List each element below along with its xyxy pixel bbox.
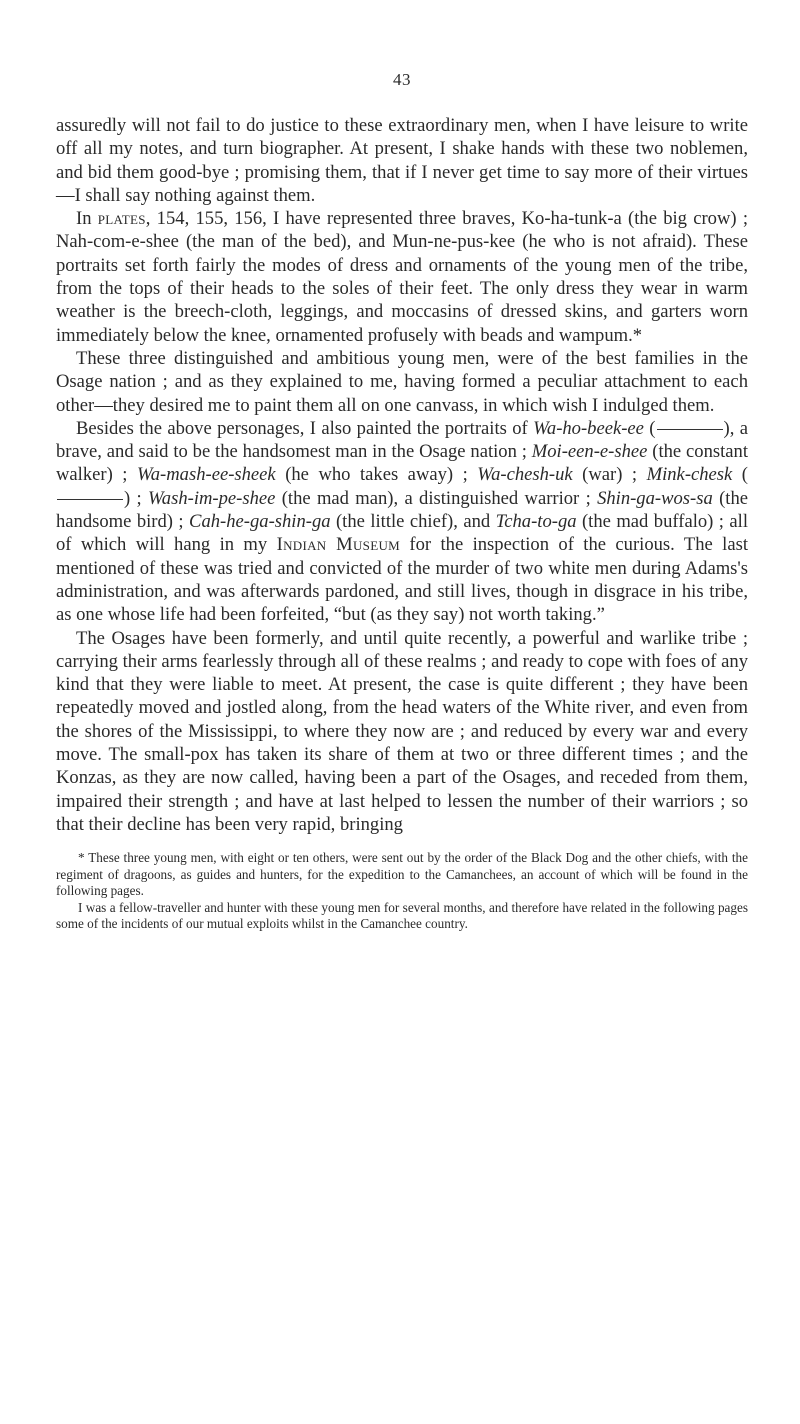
text-run: (the little chief), and xyxy=(330,511,496,533)
text-run: (the mad buffalo) ; all of which will hang in my xyxy=(56,511,748,556)
footnote: * These three young men, with eight or ten others, were sent out by the order of the Black Dog and the other chiefs, with the regiment of dragoons, as guides and hunters, for the expedition to the Camanchees, an account of which will be found in the following pages. xyxy=(56,850,748,899)
text-run: These three distinguished and ambitious young men, were of the best families in the Osage nation ; and as they explained to me, having formed a peculiar attachment to each other—they desired me to paint them all on one canvass, in which wish I indulged them. xyxy=(56,347,748,416)
small-caps-text: plates xyxy=(97,208,146,230)
italic-name: Wa-ho-beek-ee xyxy=(533,417,644,439)
text-run: for the inspection of the curious. The last mentioned of these was tried and convicted of the murder of two white men during Adams's administration, and was afterwards pardoned, and still lives, though in disgrace in his tribe, as one whose life had been forfeited, “but (as they say) not worth taking.” xyxy=(56,534,748,626)
blank-dash xyxy=(657,429,723,430)
blank-dash xyxy=(57,499,123,500)
italic-name: Mink-chesk xyxy=(646,464,733,486)
footnote: I was a fellow-traveller and hunter with these young men for several months, and therefore have related in the following pages some of the incidents of our mutual exploits whilst in the Camanchee country. xyxy=(56,899,748,932)
paragraph xyxy=(56,417,748,627)
italic-name: Moi-een-e-shee xyxy=(531,441,648,463)
paragraph xyxy=(56,207,748,347)
text-run: assuredly will not fail to do justice to these extraordinary men, when I have leisure to write off all my notes, and turn biographer. At present, I shake hands with these two noblemen, and bid them good-bye ; promising them, that if I never get time to say more of their virtues—I shall say nothing against them. xyxy=(56,115,748,206)
text-run: In xyxy=(76,208,98,230)
text-run: ( xyxy=(732,464,748,486)
paragraph xyxy=(56,114,748,207)
body-text xyxy=(56,114,748,836)
small-caps-text: Indian Museum xyxy=(276,534,401,556)
page-number: 43 xyxy=(393,70,411,89)
paragraph xyxy=(56,347,748,417)
italic-name: Wash-im-pe-shee xyxy=(148,487,276,509)
italic-name: Cah-he-ga-shin-ga xyxy=(189,511,331,533)
italic-name: Tcha-to-ga xyxy=(495,511,577,533)
text-run: , 154, 155, 156, I have represented three braves, Ko-ha-tunk-a (the big crow) ; Nah-com-e-shee (the man of the bed), and Mun-ne-pus-kee (he who is not afraid). These portraits set forth fairly the modes of dress and ornaments of the young men of the tribe, from the tops of their heads to the soles of their feet. The only dress they wear in warm weather is the breech-cloth, leggings, and moccasins of dressed skins, and garters worn immediately below the knee, ornamented profusely with beads and wampum.* xyxy=(56,208,748,346)
italic-name: Wa-chesh-uk xyxy=(477,464,573,486)
text-run: ), a brave, and said to be the handsomest man in the Osage nation ; xyxy=(56,417,748,463)
text-run: (the mad man), a distinguished warrior ; xyxy=(275,487,598,509)
text-run: (war) ; xyxy=(572,464,647,486)
text-run: The Osages have been formerly, and until quite recently, a powerful and warlike tribe ; carrying their arms fearlessly through all of these realms ; and ready to cope with foes of any kind that they were liable to meet. At present, the case is quite different ; they have been repeatedly moved and jostled along, from the head waters of the White river, and even from the shores of the Mississippi, to where they now are ; and reduced by every war and every move. The small-pox has taken its share of them at two or three different times ; and the Konzas, as they are now called, having been a part of the Osages, and receded from them, impaired their strength ; and have at last helped to lessen the number of their warriors ; so that their decline has been very rapid, bringing xyxy=(56,627,748,835)
text-run: ( xyxy=(643,417,656,439)
paragraph xyxy=(56,627,748,837)
footnotes xyxy=(56,850,748,933)
text-run: ) ; xyxy=(124,487,149,509)
text-run: (he who takes away) ; xyxy=(275,464,478,486)
text-run: (the constant walker) ; xyxy=(56,441,748,486)
italic-name: Wa-mash-ee-sheek xyxy=(136,464,276,486)
text-run: Besides the above personages, I also painted the portraits of xyxy=(76,417,534,439)
italic-name: Shin-ga-wos-sa xyxy=(597,487,713,509)
text-run: (the handsome bird) ; xyxy=(56,487,748,533)
